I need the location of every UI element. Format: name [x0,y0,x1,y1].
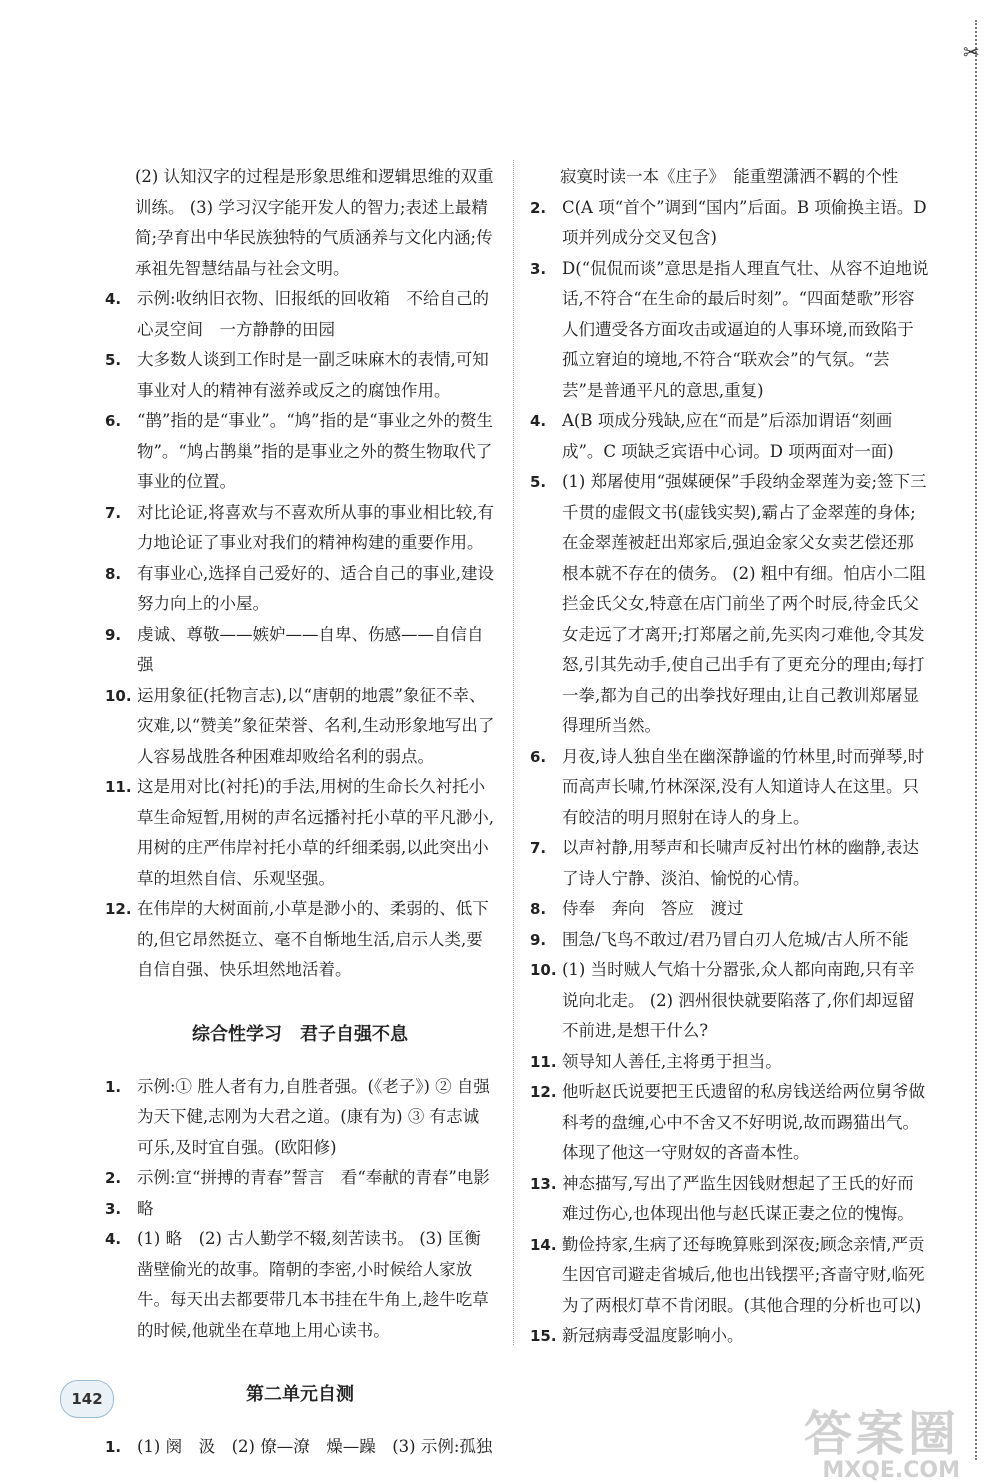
answer-item [530,955,930,1047]
answer-number: 2. [105,1169,122,1187]
answer-text: 略 [137,1198,154,1218]
answer-number: 2. [530,198,547,217]
answer-number: 7. [530,839,547,857]
answer-text: 侍奉 奔向 答应 渡过 [562,899,744,918]
answer-item [105,1072,495,1164]
answer-item [530,925,930,956]
answer-list-right [530,162,930,1352]
answer-text: 月夜,诗人独自坐在幽深静谧的竹林里,时而弹琴,时而高声长啸,竹林深深,没有人知道诗人在这里。只有皎洁的明月照射在诗人的身上。 [562,746,925,827]
answer-number: 9. [105,625,122,644]
answer-text: 虔诚、尊敬——嫉妒——自卑、伤感——自信自强 [137,624,484,674]
answer-item [530,894,930,925]
answer-text: A(B 项成分残缺,应在“而是”后添加谓语“刻画成”。C 项缺乏宾语中心词。D 项两面对一面) [562,411,894,461]
answer-list-comprehensive [105,1072,495,1347]
answer-number: 4. [105,1230,122,1248]
answer-item [105,681,495,773]
answer-number: 5. [105,351,122,369]
answer-text: 以声衬静,用琴声和长啸声反衬出竹林的幽静,表达了诗人宁静、淡泊、愉悦的心情。 [562,838,919,888]
answer-item [105,772,495,894]
answer-number: 7. [105,503,122,522]
answer-item [105,559,495,620]
watermark-logo [804,1395,960,1483]
answer-item [105,406,495,498]
answer-text: “鹊”指的是“事业”。“鸠”指的是“事业之外的赘生物”。“鸠占鹊巢”指的是事业之外的赘生物取代了事业的位置。 [137,411,494,491]
answer-number: 8. [530,900,547,918]
answer-number: 11. [105,778,132,796]
answer-item [105,894,495,986]
watermark-text: 答案圈 [803,1406,960,1462]
answer-item [105,1194,495,1225]
answer-text: 领导知人善任,主将勇于担当。 [562,1051,782,1071]
answer-list-left [105,162,495,986]
answer-item [530,1169,930,1230]
answer-number: 13. [530,1174,557,1193]
answer-item [530,1230,930,1322]
answer-number: 15. [530,1327,557,1345]
answer-number: 8. [105,564,122,583]
answer-item [530,406,930,467]
answer-item [530,193,930,254]
answer-text: 运用象征(托物言志),以“唐朝的地震”象征不幸、灾难,以“赞美”象征荣誉、名利,生动形象地写出了人容易战胜各种困难却败给名利的弱点。 [137,685,495,766]
answer-text: 对比论证,将喜欢与不喜欢所从事的事业相比较,有力地论证了事业对我们的精神构建的重要作用。 [137,502,494,552]
answer-text: (1) 阕 汲 (2) 僚—潦 燥—躁 (3) 示例:孤独 [137,1437,493,1456]
answer-item [105,284,495,345]
answer-item [530,162,930,193]
answer-number: 12. [530,1083,557,1101]
answer-text: (1) 略 (2) 古人勤学不辍,刻苦读书。 (3) 匡衡凿壁偷光的故事。隋朝的李密,小时候给人家放牛。每天出去都要带几本书挂在牛角上,趁牛吃草的时候,他就坐在草地上用心读书。 [137,1229,489,1340]
column-divider [513,160,514,1345]
answer-number: 4. [105,290,122,308]
answer-text: 有事业心,选择自己爱好的、适合自己的事业,建设努力向上的小屋。 [137,563,494,613]
answer-number: 9. [530,930,547,949]
answer-item [530,1321,930,1352]
answer-text: 围急/飞鸟不敢过/君乃冒白刃人危城/古人所不能 [562,929,909,949]
answer-item [105,1432,495,1463]
answer-number: 4. [530,412,547,430]
answer-number: 11. [530,1052,557,1071]
answer-number: 1. [105,1077,122,1096]
answer-item [530,254,930,407]
answer-text: 勤俭持家,生病了还每晚算账到深夜;顾念亲情,严贡生因官司避走省城后,他也出钱摆平;吝啬守财,临死为了两根灯草不肯闭眼。(其他合理的分析也可以) [562,1234,925,1315]
right-column [530,162,930,1352]
answer-number: 6. [530,747,547,766]
answer-item [105,345,495,406]
answer-item [530,833,930,894]
answer-text: 寂寞时读一本《庄子》 能重塑潇洒不羁的个性 [560,167,899,186]
answer-text: 大多数人谈到工作时是一副乏味麻木的表情,可知事业对人的精神有滋养或反之的腐蚀作用。 [137,350,489,400]
left-column [105,162,495,1463]
answer-number: 6. [105,412,122,430]
cut-line [975,20,977,1460]
answer-item [530,467,930,742]
answer-text: 示例:① 胜人者有力,自胜者强。(《老子》) ② 自强为天下健,志刚为大君之道。(康有为) ③ 有志诚可乐,及时宜自强。(欧阳修) [137,1076,490,1157]
answer-number: 1. [105,1438,122,1456]
answer-text: (1) 郑屠使用“强媒硬保”手段纳金翠莲为妾;签下三千贯的虚假文书(虚钱实契),霸占了金翠莲的身体;在金翠莲被赶出郑家后,强迫金家父女卖艺偿还那根本就不存在的债务。 (2) 粗中有细。怕店小二阻拦金氏父女,特意在店门前坐了两个时辰,待金氏父女走远了才离开;打郑屠之前,先买肉刁难他,令其发怒,引其先动手,使自己出手有了更充分的理由;每打一拳,都为自己的出拳找好理由,让自己教训郑屠显得理所当然。 [562,472,927,735]
answer-number: 3. [530,259,547,278]
answer-item [530,1047,930,1078]
answer-text: 示例:宣“拼搏的青春”誓言 看“奉献的青春”电影 [137,1168,490,1187]
answer-number: 12. [105,900,132,918]
answer-text: (1) 当时贼人气焰十分嚣张,众人都向南跑,只有辛说向北走。 (2) 泗州很快就要陷落了,你们却逗留不前进,是想干什么? [562,960,915,1040]
answer-text: 示例:收纳旧衣物、旧报纸的回收箱 不给自己的心灵空间 一方静静的田园 [137,289,490,339]
page-number: 142 [60,1380,114,1418]
watermark-url: MXQE.COM [822,1458,960,1483]
answer-item [530,1077,930,1169]
answer-item [105,1224,495,1346]
answer-text: D(“侃侃而谈”意思是指人理直气壮、从容不迫地说话,不符合“在生命的最后时刻”。“四面楚歌”形容人们遭受各方面攻击或逼迫的人事环境,而致陷于孤立窘迫的境地,不符合“联欢会”的气氛。“芸芸”是普通平凡的意思,重复) [562,258,929,400]
scissors-icon: ✂ [963,40,980,64]
answer-text: 神态描写,写出了严监生因钱财想起了王氏的好而难过伤心,也体现出他与赵氏谋正妻之位的愧悔。 [562,1173,914,1223]
answer-item [105,1163,495,1194]
answer-item [530,742,930,834]
answer-text: 在伟岸的大树面前,小草是渺小的、柔弱的、低下的,但它昂然挺立、毫不自惭地生活,启示人类,要自信自强、快乐坦然地活着。 [137,899,489,979]
answer-number: 14. [530,1235,557,1254]
answer-number: 10. [105,686,132,705]
answer-text: (2) 认知汉字的过程是形象思维和逻辑思维的双重训练。 (3) 学习汉字能开发人的智力;表述上最精简;孕育出中华民族独特的气质涵养与文化内涵;传承祖先智慧结晶与社会文明。 [135,167,494,278]
answer-text: 这是用对比(衬托)的手法,用树的生命长久衬托小草生命短暂,用树的声名远播衬托小草的平凡渺小,用树的庄严伟岸衬托小草的纤细柔弱,以此突出小草的坦然自信、乐观坚强。 [137,777,494,888]
answer-text: C(A 项“首个”调到“国内”后面。B 项偷换主语。D 项并列成分交叉包含) [562,197,927,247]
answer-number: 3. [105,1199,122,1218]
answer-item [105,162,495,284]
answer-item [105,620,495,681]
answer-item [105,498,495,559]
answer-number: 10. [530,961,557,979]
section-title-comprehensive-learning: 综合性学习 君子自强不息 [192,1023,408,1045]
answer-list-unit-test [105,1432,495,1463]
section-title-unit-test: 第二单元自测 [246,1384,354,1405]
answer-text: 新冠病毒受温度影响小。 [562,1326,744,1345]
answer-number: 5. [530,473,547,491]
answer-text: 他听赵氏说要把王氏遗留的私房钱送给两位舅爷做科考的盘缠,心中不舍又不好明说,故而踢猫出气。体现了他这一守财奴的吝啬本性。 [562,1082,925,1162]
